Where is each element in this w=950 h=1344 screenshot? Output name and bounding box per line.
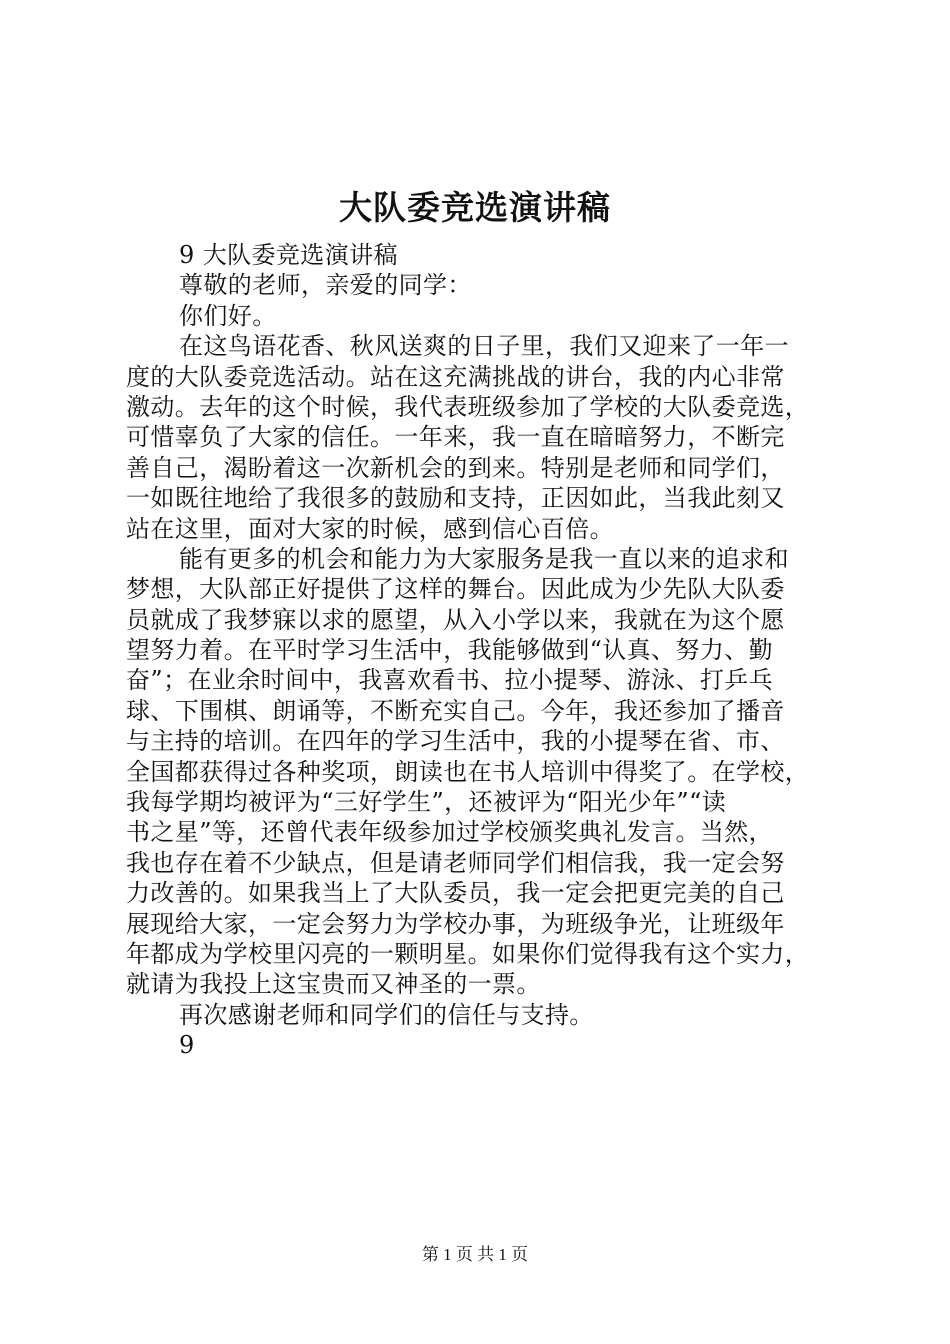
text-line: 激动。去年的这个时候，我代表班级参加了学校的大队委竞选， [126,392,810,421]
text-line: 展现给大家，一定会努力为学校办事，为班级争光，让班级年 [126,909,785,938]
text-line: 我也存在着不少缺点，但是请老师同学们相信我，我一定会努 [126,848,785,877]
text-line: 力改善的。如果我当上了大队委员，我一定会把更完美的自己 [126,879,785,908]
text-line: 再次感谢老师和同学们的信任与支持。 [179,1000,594,1029]
text-line: 奋”；在业余时间中，我喜欢看书、拉小提琴、游泳、打乒乓 [126,666,774,695]
text-line: 书之星”等，还曾代表年级参加过学校颁奖典礼发言。当然， [126,818,774,847]
text-line: 你们好。 [179,301,277,330]
text-line: 望努力着。在平时学习生活中，我能够做到“认真、努力、勤 [126,636,774,665]
document-title: 大队委竞选演讲稿 [339,188,611,227]
text-line: 一如既往地给了我很多的鼓励和支持，正因如此，当我此刻又 [126,484,785,513]
text-line: 球、下围棋、朗诵等，不断充实自己。今年，我还参加了播音 [126,696,785,725]
text-line: 与主持的培训。在四年的学习生活中，我的小提琴在省、市、 [126,727,785,756]
text-line: 我每学期均被评为“三好学生”，还被评为“阳光少年”“读 [126,788,727,817]
text-line: 在这鸟语花香、秋风送爽的日子里，我们又迎来了一年一 [179,332,789,361]
text-line: 尊敬的老师，亲爱的同学： [179,271,472,300]
document-body [126,240,842,1061]
text-line: 能有更多的机会和能力为大家服务是我一直以来的追求和 [179,544,789,573]
text-line: 善自己，渴盼着这一次新机会的到来。特别是老师和同学们， [126,453,785,482]
text-line: 度的大队委竞选活动。站在这充满挑战的讲台，我的内心非常 [126,362,785,391]
text-line: 可惜辜负了大家的信任。一年来，我一直在暗暗努力，不断完 [126,423,785,452]
text-line: 9 [179,1031,195,1060]
page-footer: 第 1 页 共 1 页 [421,1245,529,1264]
text-line: 梦想，大队部正好提供了这样的舞台。因此成为少先队大队委 [126,575,785,604]
text-line: 9 大队委竞选演讲稿 [179,241,398,269]
text-line: 全国都获得过各种奖项，朗读也在书人培训中得奖了。在学校， [126,757,810,786]
text-line: 站在这里，面对大家的时候，感到信心百倍。 [126,514,614,543]
text-line: 就请为我投上这宝贵而又神圣的一票。 [126,970,541,999]
text-line: 年都成为学校里闪亮的一颗明星。如果你们觉得我有这个实力， [126,939,810,968]
text-line: 员就成了我梦寐以求的愿望，从入小学以来，我就在为这个愿 [126,605,785,634]
